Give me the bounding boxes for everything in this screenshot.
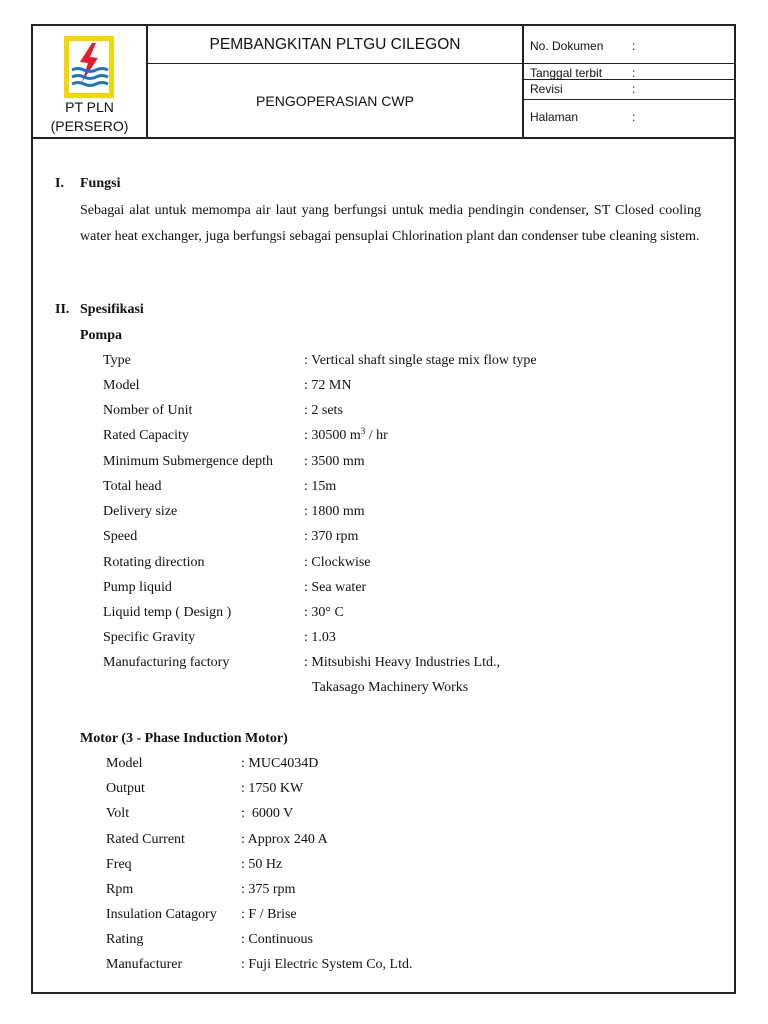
meta-row-revisi [524, 80, 734, 100]
meta-separator: : [632, 82, 636, 96]
pump-spec-label: Rotating direction [103, 555, 205, 570]
plant-name: PEMBANGKITAN PLTGU CILEGON [148, 26, 522, 64]
company-name [33, 98, 146, 136]
pump-spec-label: Type [103, 353, 131, 368]
pump-spec-value-continued: Takasago Machinery Works [312, 680, 469, 695]
motor-spec-label: Model [106, 756, 143, 771]
section-2-number: II. [55, 302, 70, 317]
pump-spec-label: Pump liquid [103, 580, 172, 595]
meta-separator: : [632, 66, 636, 80]
motor-spec-value: : MUC4034D [241, 756, 319, 771]
meta-separator: : [632, 110, 636, 124]
section-1-heading: Fungsi [80, 176, 121, 191]
motor-heading: Motor (3 - Phase Induction Motor) [80, 731, 288, 746]
motor-spec-label: Manufacturer [106, 957, 183, 972]
pump-spec-value: : 370 rpm [304, 529, 359, 544]
pump-spec-label: Total head [103, 479, 162, 494]
document-title: PENGOPERASIAN CWP [256, 92, 414, 109]
pump-spec-label: Delivery size [103, 504, 178, 519]
meta-label: Revisi [530, 82, 563, 96]
pump-spec-label: Minimum Submergence depth [103, 454, 274, 469]
title-cell [148, 26, 524, 137]
motor-spec-label: Insulation Catagory [106, 907, 217, 922]
pump-spec-label: Model [103, 378, 140, 393]
motor-spec-value: : Continuous [241, 932, 313, 947]
pump-spec-label: Manufacturing factory [103, 655, 230, 670]
pump-spec-label: Rated Capacity [103, 428, 189, 443]
pump-spec-value: : Mitsubishi Heavy Industries Ltd., [304, 655, 500, 670]
company-name-line: (PERSERO) [50, 118, 129, 134]
pump-spec-value: : Sea water [304, 580, 367, 595]
meta-label: Halaman [530, 110, 579, 124]
pump-spec-label: Liquid temp ( Design ) [103, 605, 232, 620]
pump-spec-label: Speed [103, 529, 138, 544]
motor-spec-label: Rpm [106, 882, 134, 897]
meta-row-halaman [524, 100, 734, 137]
section-1-paragraph: Sebagai alat untuk memompa air laut yang berfungsi untuk media pendingin condenser, ST Closed cooling water heat exchanger, juga berfungsi sebagai pensuplai Chlorination plant dan condenser tube cleaning sistem. [80, 203, 701, 244]
meta-row-tanggal-terbit [524, 64, 734, 80]
section-2-heading: Spesifikasi [80, 302, 144, 317]
pump-spec-value: : 72 MN [304, 378, 352, 393]
motor-spec-label: Volt [106, 806, 130, 821]
motor-spec-value: : 1750 KW [241, 781, 304, 796]
pump-spec-value-suffix: / hr [365, 428, 388, 443]
pump-spec-label: Specific Gravity [103, 630, 196, 645]
company-name-line: PT PLN [65, 99, 114, 115]
meta-label: Tanggal terbit [530, 66, 603, 80]
pump-spec-value: : 1800 mm [304, 504, 365, 519]
pump-spec-value: : 2 sets [304, 403, 343, 418]
motor-spec-label: Rating [106, 932, 144, 947]
pump-spec-value [304, 428, 388, 444]
pump-spec-value: : 30° C [304, 605, 344, 620]
document-meta [524, 26, 734, 137]
motor-spec-value: : 375 rpm [241, 882, 296, 897]
pump-spec-value: : 3500 mm [304, 454, 365, 469]
motor-spec-label: Freq [106, 857, 132, 872]
pump-spec-value-main: : 30500 m [304, 428, 361, 443]
section-1-number: I. [55, 176, 64, 191]
pump-spec-value-sup: 3 [360, 426, 366, 436]
motor-spec-label: Rated Current [106, 832, 185, 847]
logo-cell [33, 26, 148, 137]
motor-spec-value: : Approx 240 A [241, 832, 328, 847]
pump-spec-value: : 15m [304, 479, 337, 494]
motor-spec-label: Output [106, 781, 145, 796]
pln-logo-icon [64, 36, 114, 98]
motor-spec-value: : Fuji Electric System Co, Ltd. [241, 957, 413, 972]
pump-spec-value: : Clockwise [304, 555, 371, 570]
motor-spec-value: : 50 Hz [241, 857, 283, 872]
pump-spec-value: : Vertical shaft single stage mix flow type [304, 353, 537, 368]
motor-spec-value: : F / Brise [241, 907, 297, 922]
document-header [33, 26, 734, 139]
pump-spec-label: Nomber of Unit [103, 403, 193, 418]
pump-spec-value: : 1.03 [304, 630, 336, 645]
meta-label: No. Dokumen [530, 39, 604, 53]
motor-spec-value: : 6000 V [241, 806, 294, 821]
meta-row-no-dokumen [524, 26, 734, 64]
pump-heading: Pompa [80, 328, 122, 343]
meta-separator: : [632, 39, 636, 53]
